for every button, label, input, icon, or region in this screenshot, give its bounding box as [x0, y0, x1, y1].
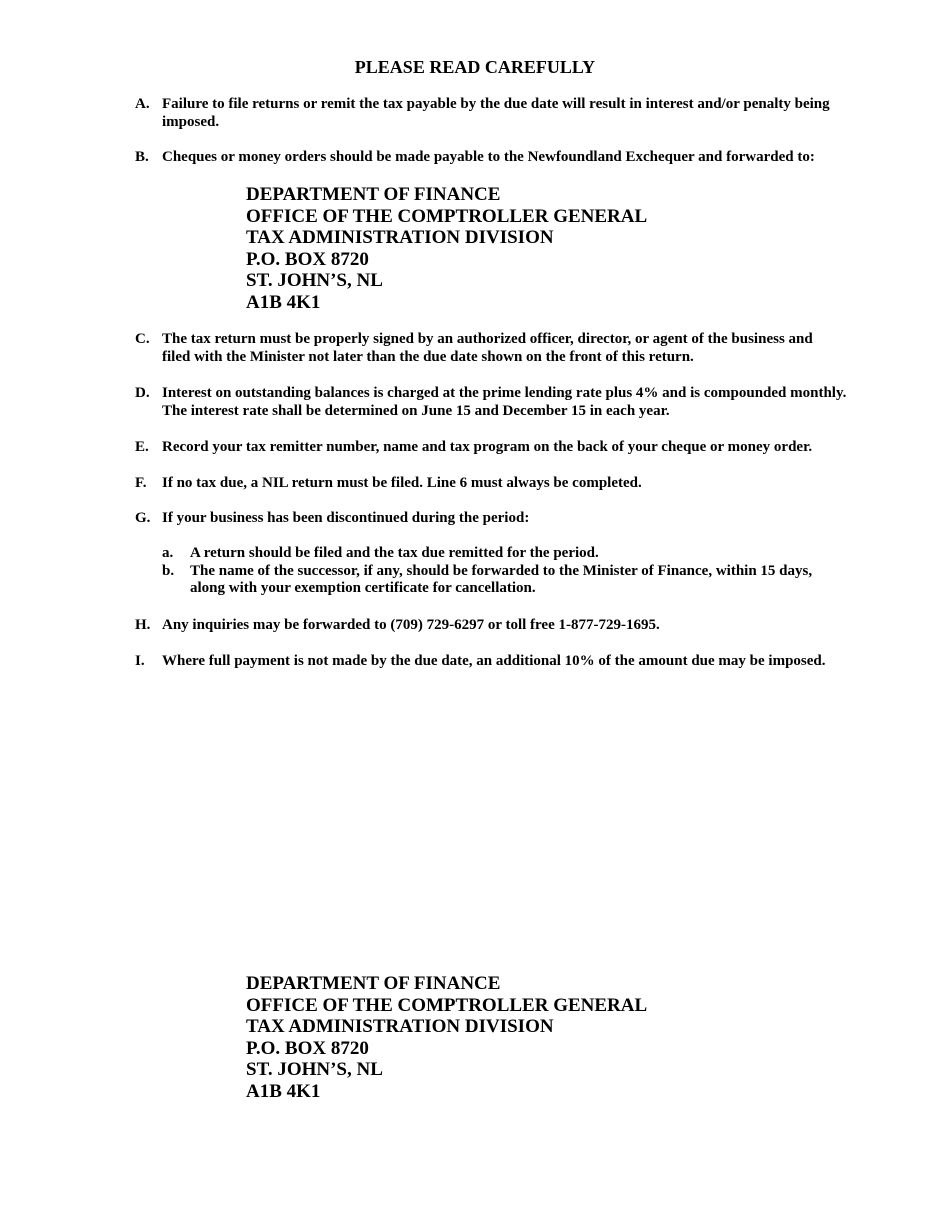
address-line: P.O. BOX 8720	[246, 1037, 369, 1059]
subitem-letter: b.	[162, 563, 175, 579]
item-letter: D.	[135, 385, 150, 401]
item-text: Cheques or money orders should be made payable to the Newfoundland Exchequer and forwarded to:	[162, 149, 815, 165]
subitem-text: A return should be filed and the tax due remitted for the period.	[190, 545, 599, 561]
item-text: Interest on outstanding balances is charged at the prime lending rate plus 4% and is compounded monthly.	[162, 385, 847, 401]
address-line: DEPARTMENT OF FINANCE	[246, 184, 501, 205]
remittance-address	[246, 184, 647, 314]
address-line: OFFICE OF THE COMPTROLLER GENERAL	[246, 994, 648, 1016]
subitem-text: The name of the successor, if any, should be forwarded to the Minister of Finance, within 15 days,	[190, 563, 813, 579]
item-text: Record your tax remitter number, name and tax program on the back of your cheque or money order.	[162, 439, 813, 455]
item-letter: B.	[135, 149, 149, 165]
item-letter: H.	[135, 617, 151, 633]
address-line: TAX ADMINISTRATION DIVISION	[246, 227, 554, 249]
subitem-letter: a.	[162, 545, 174, 561]
mailing-address	[246, 973, 647, 1103]
item-text: Where full payment is not made by the due date, an additional 10% of the amount due may be imposed.	[162, 653, 826, 669]
item-letter: A.	[135, 96, 150, 112]
item-text: If your business has been discontinued during the period:	[162, 510, 530, 526]
address-line: A1B 4K1	[246, 1080, 321, 1102]
address-line: A1B 4K1	[246, 291, 321, 313]
item-text: Any inquiries may be forwarded to (709) 729-6297 or toll free 1-877-729-1695.	[162, 617, 660, 633]
item-text: Failure to file returns or remit the tax payable by the due date will result in interest and/or penalty being	[162, 96, 830, 112]
item-text: If no tax due, a NIL return must be filed. Line 6 must always be completed.	[162, 475, 642, 491]
item-letter: E.	[135, 439, 149, 455]
item-letter: C.	[135, 331, 150, 347]
item-text: The interest rate shall be determined on June 15 and December 15 in each year.	[162, 402, 670, 419]
item-letter: F.	[135, 475, 147, 491]
page-title: PLEASE READ CAREFULLY	[354, 57, 596, 77]
item-letter: I.	[135, 653, 145, 669]
item-text: filed with the Minister not later than the due date shown on the front of this return.	[162, 348, 694, 365]
address-line: P.O. BOX 8720	[246, 248, 369, 270]
item-text: The tax return must be properly signed by an authorized officer, director, or agent of the business and	[162, 331, 813, 347]
address-line: TAX ADMINISTRATION DIVISION	[246, 1016, 554, 1038]
address-line: ST. JOHN’S, NL	[246, 270, 383, 292]
subitem-text: along with your exemption certificate for cancellation.	[190, 580, 536, 596]
item-letter: G.	[135, 510, 151, 526]
address-line: OFFICE OF THE COMPTROLLER GENERAL	[246, 205, 648, 227]
address-line: DEPARTMENT OF FINANCE	[246, 973, 501, 994]
address-line: ST. JOHN’S, NL	[246, 1059, 383, 1081]
item-text: imposed.	[162, 113, 220, 130]
